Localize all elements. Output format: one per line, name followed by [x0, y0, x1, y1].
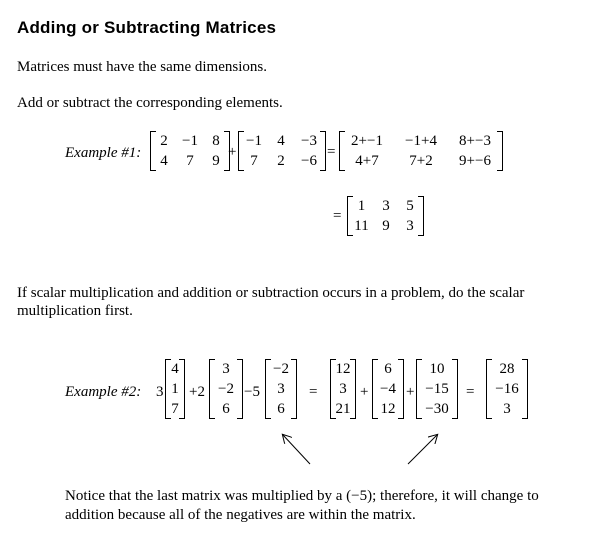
- scalar-3: 3: [156, 384, 164, 400]
- equals-sign: =: [309, 384, 318, 400]
- note-line-1: Notice that the last matrix was multiplied by a (−5); therefore, it will change to: [65, 488, 539, 504]
- equals-sign: =: [333, 208, 342, 224]
- matrix-cell: 6: [277, 401, 285, 417]
- matrix-cell: 4: [160, 153, 168, 169]
- matrix-cell: 3: [222, 361, 230, 377]
- matrix-cell: 21: [335, 401, 351, 417]
- matrix-cell: 5: [406, 198, 414, 214]
- arrow-to-result-vector: [408, 435, 437, 464]
- matrix-cell: 4+7: [355, 153, 379, 169]
- plus-sign: +: [360, 384, 369, 400]
- matrix-cell: 6: [384, 361, 392, 377]
- matrix-cell: 1: [171, 381, 179, 397]
- matrix-cell: −3: [301, 133, 317, 149]
- matrix-cell: 9+−6: [459, 153, 491, 169]
- matrix-cell: −2: [218, 381, 234, 397]
- matrix-cell: 7: [250, 153, 258, 169]
- matrix-cell: 7: [171, 401, 179, 417]
- example1-label: Example #1:: [65, 145, 142, 161]
- matrix-cell: 3: [503, 401, 511, 417]
- matrix-cell: 3: [406, 218, 414, 234]
- matrix-cell: 4: [277, 133, 285, 149]
- note-line-2: addition because all of the negatives are within the matrix.: [65, 507, 416, 523]
- example2-label: Example #2:: [65, 384, 142, 400]
- arrow-to-scaled-vector: [283, 435, 310, 464]
- matrix-cell: 3: [382, 198, 390, 214]
- matrix-cell: 12: [380, 401, 396, 417]
- matrix-cell: 1: [357, 198, 366, 214]
- matrix-cell: 2: [160, 133, 168, 149]
- matrix-cell: −16: [495, 381, 519, 397]
- scalar-plus-2: +2: [189, 384, 205, 400]
- matrix-cell: −15: [425, 381, 449, 397]
- matrix-cell: 7+2: [409, 153, 433, 169]
- matrix-cell: 9: [212, 153, 220, 169]
- matrix-cell: 7: [186, 153, 194, 169]
- equals-sign: =: [327, 144, 336, 160]
- matrix-cell: 28: [499, 361, 515, 377]
- page-title: Adding or Subtracting Matrices: [17, 18, 277, 37]
- matrix-cell: 3: [339, 381, 347, 397]
- rule-scalar-first: If scalar multiplication and addition or subtraction occurs in a problem, do the scalar multiplication first.: [17, 285, 525, 319]
- matrix-cell: 8+−3: [459, 133, 491, 149]
- matrix-cell: −4: [380, 381, 396, 397]
- scalar-minus-5: −5: [244, 384, 260, 400]
- matrix-cell: 4: [171, 361, 179, 377]
- plus-sign: +: [406, 384, 415, 400]
- equals-sign: =: [466, 384, 475, 400]
- matrix-cell: 10: [429, 361, 445, 377]
- matrix-cell: 2: [277, 153, 285, 169]
- matrix-cell: 6: [222, 401, 230, 417]
- matrix-cell: −2: [273, 361, 289, 377]
- rule-corresponding-elements: Add or subtract the corresponding elements.: [17, 95, 283, 111]
- matrix-cell: 11: [354, 218, 369, 234]
- plus-sign: +: [228, 144, 237, 160]
- matrix-cell: 2+−1: [351, 133, 383, 149]
- matrix-cell: 3: [277, 381, 285, 397]
- matrix-cell: −30: [425, 401, 449, 417]
- matrix-cell: 12: [335, 361, 351, 377]
- matrix-cell: −1: [246, 133, 262, 149]
- rule-same-dimensions: Matrices must have the same dimensions.: [17, 59, 267, 75]
- matrix-cell: 8: [212, 133, 220, 149]
- matrix-cell: 9: [382, 218, 390, 234]
- matrix-cell: −1+4: [405, 133, 437, 149]
- matrix-cell: −1: [182, 133, 198, 149]
- matrix-cell: −6: [301, 153, 317, 169]
